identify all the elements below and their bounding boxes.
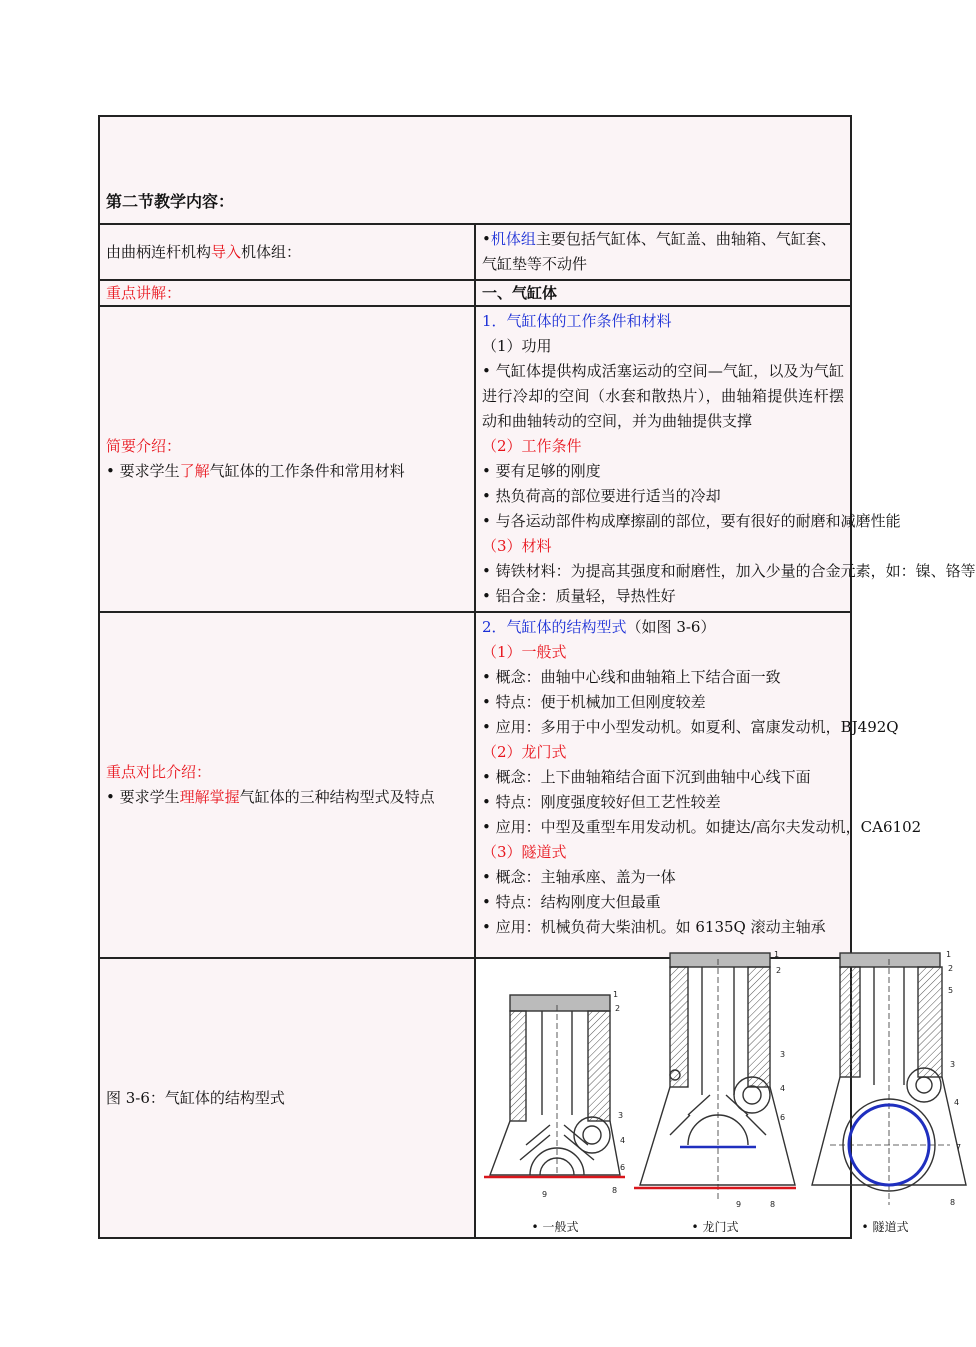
intro-right-text: 主要包括气缸体、气缸盖、曲轴箱、气缸套、气缸垫等不动件 [482,230,836,273]
caption-tunnel: • 隧道式 [861,1220,909,1234]
intro-left-pre: 由曲柄连杆机构 [106,242,212,261]
label-a-6: 6 [620,1163,626,1172]
label-b-6: 6 [780,1113,786,1122]
intro-left-cell [99,224,475,280]
brief-mat-1: • 铸铁材料：为提高其强度和耐磨性，加入少量的合金元素，如：镍、铬等 [482,562,976,580]
compare-left-post: 气缸体的三种结构型式及特点 [239,788,435,806]
label-c-8: 8 [950,1198,956,1207]
type-1-line-3: • 应用：多用于中小型发动机。如夏利、富康发动机，BJ492Q [482,718,899,736]
key-left: 重点讲解： [106,284,182,302]
type-3-title: （3）隧道式 [482,843,567,861]
type-2-line-3: • 应用：中型及重型车用发动机。如捷达/高尔夫发动机，CA6102 [482,818,922,836]
compare-right-cell [475,612,922,958]
compare-left-red: 理解掌握 [179,788,240,806]
figure-tunnel [800,945,970,1235]
brief-left-desc [106,459,468,484]
caption-gantry: • 龙门式 [691,1220,739,1234]
brief-func-text: • 气缸体提供构成活塞运动的空间—气缸，以及为气缸进行冷却的空间（水套和散热片），曲轴箱提供连杆摆动和曲轴转动的空间，并为曲轴提供支撑 [482,362,844,430]
label-b-4: 4 [780,1084,786,1093]
label-b-3: 3 [780,1050,786,1059]
label-b-8: 8 [770,1200,776,1209]
type-3-line-1: • 概念：主轴承座、盖为一体 [482,868,676,886]
compare-left-pre: • 要求学生 [106,788,180,806]
brief-sub3: （3）材料 [482,537,552,555]
brief-left-cell [99,306,475,612]
label-a-1: 1 [613,990,619,999]
intro-bullet: • [482,230,491,248]
intro-row [99,224,851,280]
brief-left-red: 了解 [179,462,210,480]
brief-cond-1: • 要有足够的刚度 [482,462,601,480]
key-left-cell [99,280,475,306]
brief-left-title: 简要介绍： [106,437,182,455]
label-c-2: 2 [948,964,954,973]
section-title: 第二节教学内容： [106,192,235,211]
label-a-9: 9 [542,1190,548,1199]
label-c-4: 4 [954,1098,960,1107]
type-1-title: （1）一般式 [482,643,567,661]
type-2-line-2: • 特点：刚度强度较好但工艺性较差 [482,793,721,811]
brief-left-pre: • 要求学生 [106,462,180,480]
figure-general [480,975,630,1235]
brief-cond-2: • 热负荷高的部位要进行适当的冷却 [482,487,721,505]
label-b-1: 1 [774,950,780,959]
intro-left-post: 机体组： [241,242,302,261]
compare-heading-blue: 2．气缸体的结构型式 [482,618,627,636]
intro-left-red: 导入 [211,242,242,261]
general-cylinder-diagram [480,975,630,1215]
compare-left-cell [99,612,475,958]
type-3-line-2: • 特点：结构刚度大但最重 [482,893,661,911]
brief-right-cell [475,306,976,612]
type-2-line-1: • 概念：上下曲轴箱结合面下沉到曲轴中心线下面 [482,768,811,786]
brief-sub1: （1）功用 [482,337,552,355]
section-title-cell [99,116,851,224]
label-c-3: 3 [950,1060,956,1069]
tunnel-cylinder-diagram [800,945,970,1215]
brief-mat-2: • 铝合金：质量轻，导热性好 [482,587,676,605]
key-row [99,280,851,306]
compare-left-desc [106,785,468,810]
type-1-line-1: • 概念：曲轴中心线和曲轴箱上下结合面一致 [482,668,781,686]
intro-right-blue: 机体组 [490,230,536,248]
label-a-8: 8 [612,1186,618,1195]
caption-general: • 一般式 [531,1220,579,1234]
compare-row [99,612,851,958]
label-a-2: 2 [615,1004,621,1013]
brief-heading: 1．气缸体的工作条件和材料 [482,312,672,330]
key-right: 一、气缸体 [482,284,558,302]
figure-right-cell [475,950,962,1238]
compare-heading-rest: （如图 3-6） [626,618,716,636]
brief-sub2: （2）工作条件 [482,437,582,455]
label-a-4: 4 [620,1136,626,1145]
type-3-line-3: • 应用：机械负荷大柴油机。如 6135Q 滚动主轴承 [482,918,826,936]
key-right-cell [475,280,851,306]
brief-row [99,306,851,612]
label-a-3: 3 [618,1111,624,1120]
figure-row [99,958,851,1238]
type-2-title: （2）龙门式 [482,743,567,761]
label-c-5: 5 [948,986,954,995]
figure-left-caption: 图 3-6：气缸体的结构型式 [106,1088,285,1107]
type-1-line-2: • 特点：便于机械加工但刚度较差 [482,693,706,711]
brief-cond-3: • 与各运动部件构成摩擦副的部位，要有很好的耐磨和减磨性能 [482,512,901,530]
title-row [99,116,851,224]
figure-left-cell [99,958,475,1238]
label-b-9: 9 [736,1200,742,1209]
figure-row-content [480,950,962,1235]
label-b-2: 2 [776,966,782,975]
label-c-7: 7 [956,1143,962,1152]
intro-right-cell [475,224,851,280]
figure-gantry [630,945,800,1235]
compare-heading [482,615,844,640]
compare-left-title: 重点对比介绍： [106,763,212,781]
lesson-table [98,115,976,1239]
label-c-1: 1 [946,950,952,959]
brief-left-post: 气缸体的工作条件和常用材料 [209,462,405,480]
gantry-cylinder-diagram [630,945,800,1215]
